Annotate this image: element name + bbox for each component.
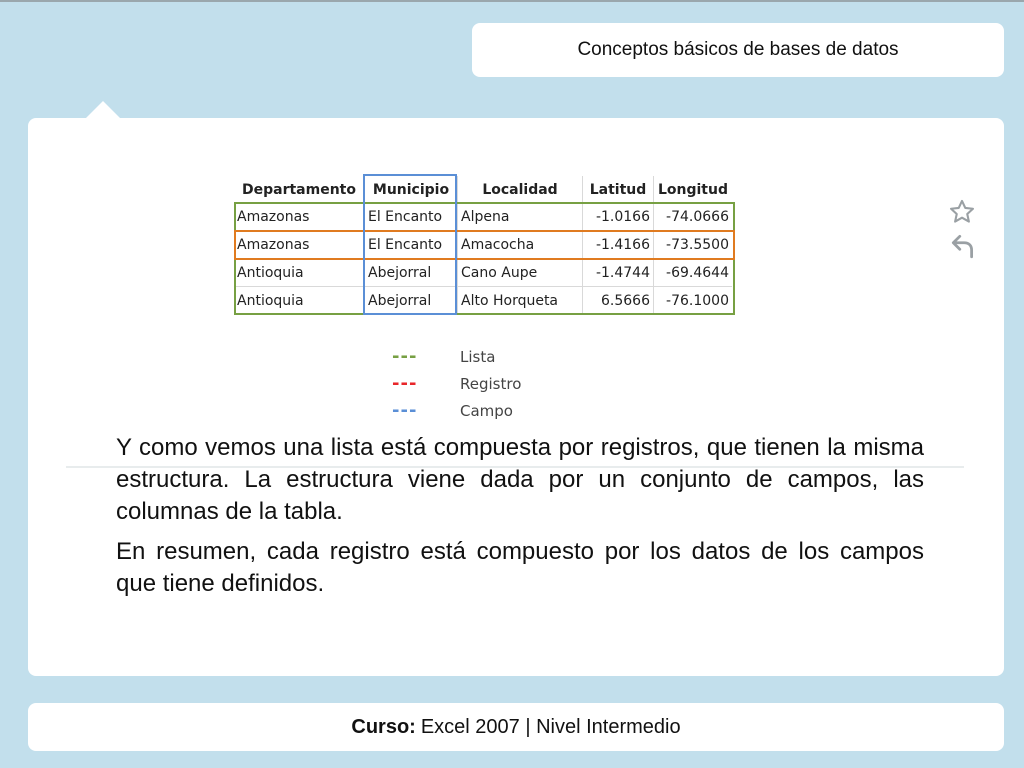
table-row bbox=[234, 231, 732, 259]
legend-dash-campo: --- bbox=[392, 400, 418, 421]
table-row bbox=[234, 287, 732, 315]
legend-item-registro bbox=[392, 370, 521, 397]
legend-item-campo bbox=[392, 397, 521, 424]
paragraph-2: En resumen, cada registro está compuesto por los datos de los campos que tiene definidos. bbox=[116, 538, 924, 597]
course-name: Excel 2007 | Nivel Intermedio bbox=[420, 715, 681, 738]
col-header-longitud: Longitud bbox=[657, 181, 728, 198]
table-row bbox=[234, 203, 732, 231]
table-cell: -1.4744 bbox=[583, 259, 654, 287]
table-cell: Cano Aupe bbox=[458, 259, 583, 287]
legend-dash-registro: --- bbox=[392, 373, 418, 394]
table-cell: Antioquia bbox=[234, 259, 365, 287]
star-icon[interactable] bbox=[948, 198, 976, 231]
table-cell: -1.4166 bbox=[583, 231, 654, 259]
card-notch bbox=[86, 101, 120, 118]
legend-label-lista: Lista bbox=[460, 347, 496, 366]
table-cell: -1.0166 bbox=[583, 203, 654, 231]
table-cell: -69.4644 bbox=[654, 259, 733, 287]
table-cell: Amacocha bbox=[458, 231, 583, 259]
table-cell: El Encanto bbox=[365, 203, 458, 231]
legend bbox=[392, 343, 521, 424]
col-header-latitud: Latitud bbox=[583, 176, 654, 203]
table-cell: Antioquia bbox=[234, 287, 365, 315]
col-header-localidad: Localidad bbox=[458, 176, 583, 203]
title-card bbox=[472, 23, 1004, 77]
legend-label-registro: Registro bbox=[460, 374, 522, 393]
table-cell: Abejorral bbox=[365, 287, 458, 315]
col-header-departamento: Departamento bbox=[234, 176, 365, 203]
body-text bbox=[116, 432, 924, 608]
legend-label-campo: Campo bbox=[460, 401, 513, 420]
content-card bbox=[28, 118, 1004, 676]
table-header-row bbox=[234, 176, 732, 203]
table-cell: Amazonas bbox=[234, 203, 365, 231]
course-label: Curso: bbox=[351, 715, 416, 738]
data-table bbox=[234, 176, 732, 315]
top-border bbox=[0, 0, 1024, 2]
col-header-municipio: Municipio bbox=[365, 176, 458, 203]
table-cell: Alto Horqueta bbox=[458, 287, 583, 315]
table-cell: Amazonas bbox=[234, 231, 365, 259]
table-cell: 6.5666 bbox=[583, 287, 654, 315]
page-title: Conceptos básicos de bases de datos bbox=[577, 39, 899, 60]
table-cell: -76.1000 bbox=[654, 287, 733, 315]
legend-item-lista bbox=[392, 343, 521, 370]
footer-card bbox=[28, 703, 1004, 751]
table-cell: Alpena bbox=[458, 203, 583, 231]
table-row bbox=[234, 259, 732, 287]
table-cell: -73.5500 bbox=[654, 231, 733, 259]
legend-dash-lista: --- bbox=[392, 346, 418, 367]
table-cell: El Encanto bbox=[365, 231, 458, 259]
paragraph-1: Y como vemos una lista está compuesta por registros, que tienen la misma estructura. La estructura viene dada por un conjunto de campos, las columnas de la tabla. bbox=[116, 434, 924, 525]
table-cell: -74.0666 bbox=[654, 203, 733, 231]
undo-arrow-icon[interactable] bbox=[950, 232, 976, 265]
table-cell: Abejorral bbox=[365, 259, 458, 287]
